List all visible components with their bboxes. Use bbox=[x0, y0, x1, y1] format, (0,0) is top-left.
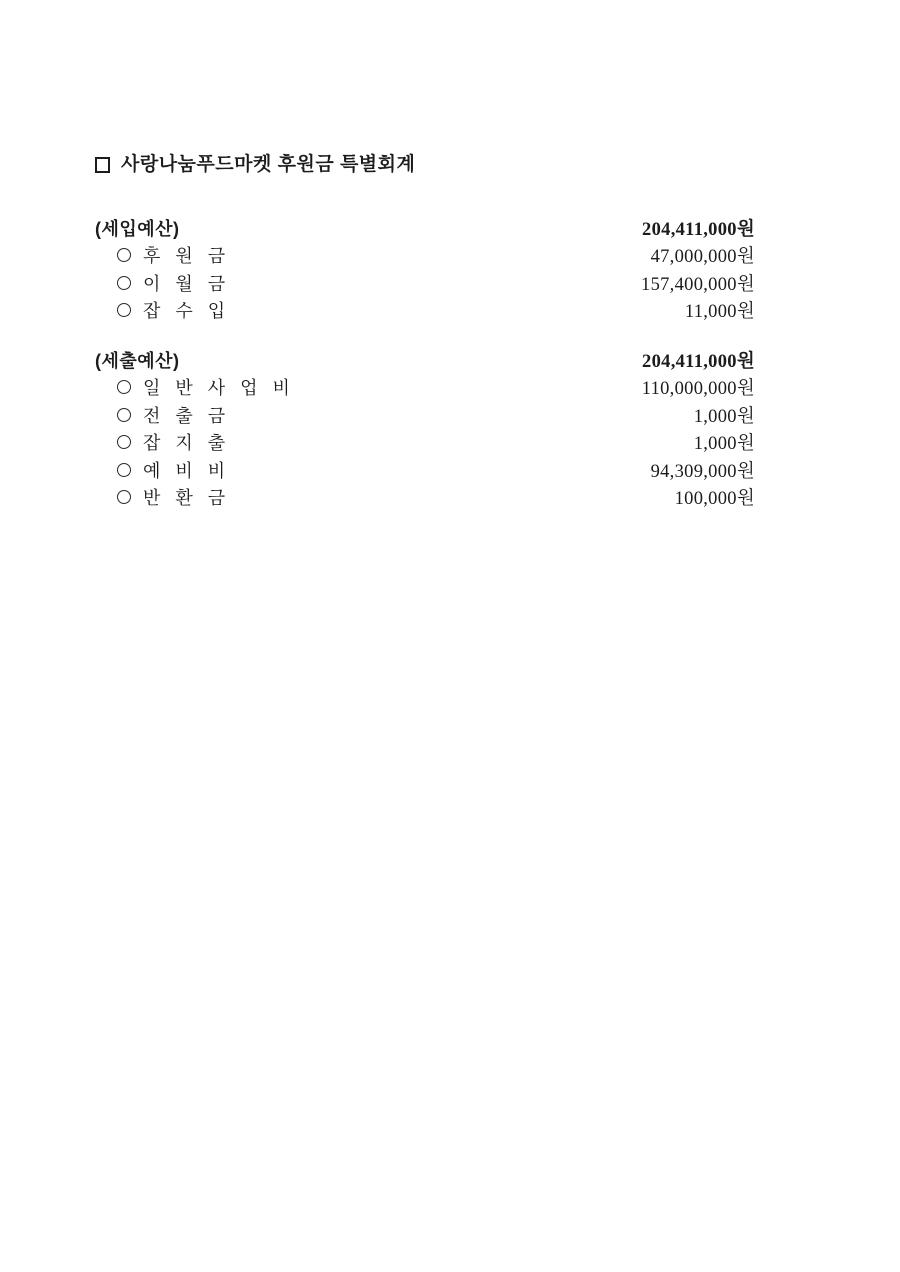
circle-bullet-icon bbox=[117, 303, 131, 317]
circle-bullet-icon bbox=[117, 276, 131, 290]
circle-bullet-icon bbox=[117, 248, 131, 262]
item-label bbox=[95, 374, 291, 400]
section-total-amount: 204,411,000원 bbox=[642, 351, 755, 372]
budget-item-row bbox=[95, 401, 755, 429]
budget-item-row bbox=[95, 374, 755, 402]
item-label bbox=[95, 429, 226, 455]
circle-bullet-icon bbox=[117, 408, 131, 422]
item-amount: 11,000원 bbox=[684, 302, 755, 323]
item-amount: 157,400,000원 bbox=[641, 274, 755, 295]
circle-bullet-icon bbox=[117, 380, 131, 394]
budget-item-row bbox=[95, 429, 755, 457]
item-amount: 1,000원 bbox=[693, 434, 755, 455]
budget-item-row bbox=[95, 484, 755, 512]
item-label bbox=[95, 457, 226, 483]
circle-bullet-icon bbox=[117, 490, 131, 504]
document-title: 사랑나눔푸드마켓 후원금 특별회계 bbox=[121, 154, 416, 175]
item-label bbox=[95, 484, 226, 510]
document-title-row bbox=[95, 152, 755, 178]
item-label-text: 전 출 금 bbox=[143, 405, 227, 426]
item-label bbox=[95, 242, 226, 268]
item-label-text: 잡 수 입 bbox=[143, 301, 227, 322]
section-heading: (세입예산) bbox=[95, 218, 180, 239]
item-label-text: 예 비 비 bbox=[143, 460, 227, 481]
item-label-text: 후 원 금 bbox=[143, 246, 227, 267]
square-bullet-icon bbox=[95, 157, 110, 173]
item-label bbox=[95, 402, 226, 428]
section-total-amount: 204,411,000원 bbox=[642, 219, 755, 240]
item-amount: 1,000원 bbox=[693, 406, 755, 427]
item-label-text: 반 환 금 bbox=[143, 488, 227, 509]
document-content bbox=[95, 152, 755, 533]
section-heading-row bbox=[95, 214, 755, 242]
item-label bbox=[95, 270, 226, 296]
revenue-budget-section bbox=[95, 214, 755, 324]
expenditure-budget-section bbox=[95, 346, 755, 511]
section-heading-row bbox=[95, 346, 755, 374]
item-label bbox=[95, 297, 226, 323]
item-label-text: 잡 지 출 bbox=[143, 433, 227, 454]
circle-bullet-icon bbox=[117, 435, 131, 449]
section-heading: (세출예산) bbox=[95, 350, 180, 371]
item-amount: 100,000원 bbox=[674, 489, 755, 510]
budget-item-row bbox=[95, 456, 755, 484]
item-amount: 94,309,000원 bbox=[650, 461, 755, 482]
item-label-text: 이 월 금 bbox=[143, 273, 227, 294]
item-amount: 47,000,000원 bbox=[650, 247, 755, 268]
budget-item-row bbox=[95, 269, 755, 297]
budget-item-row bbox=[95, 242, 755, 270]
circle-bullet-icon bbox=[117, 463, 131, 477]
item-label-text: 일 반 사 업 비 bbox=[143, 378, 291, 399]
budget-item-row bbox=[95, 297, 755, 325]
item-amount: 110,000,000원 bbox=[641, 379, 755, 400]
